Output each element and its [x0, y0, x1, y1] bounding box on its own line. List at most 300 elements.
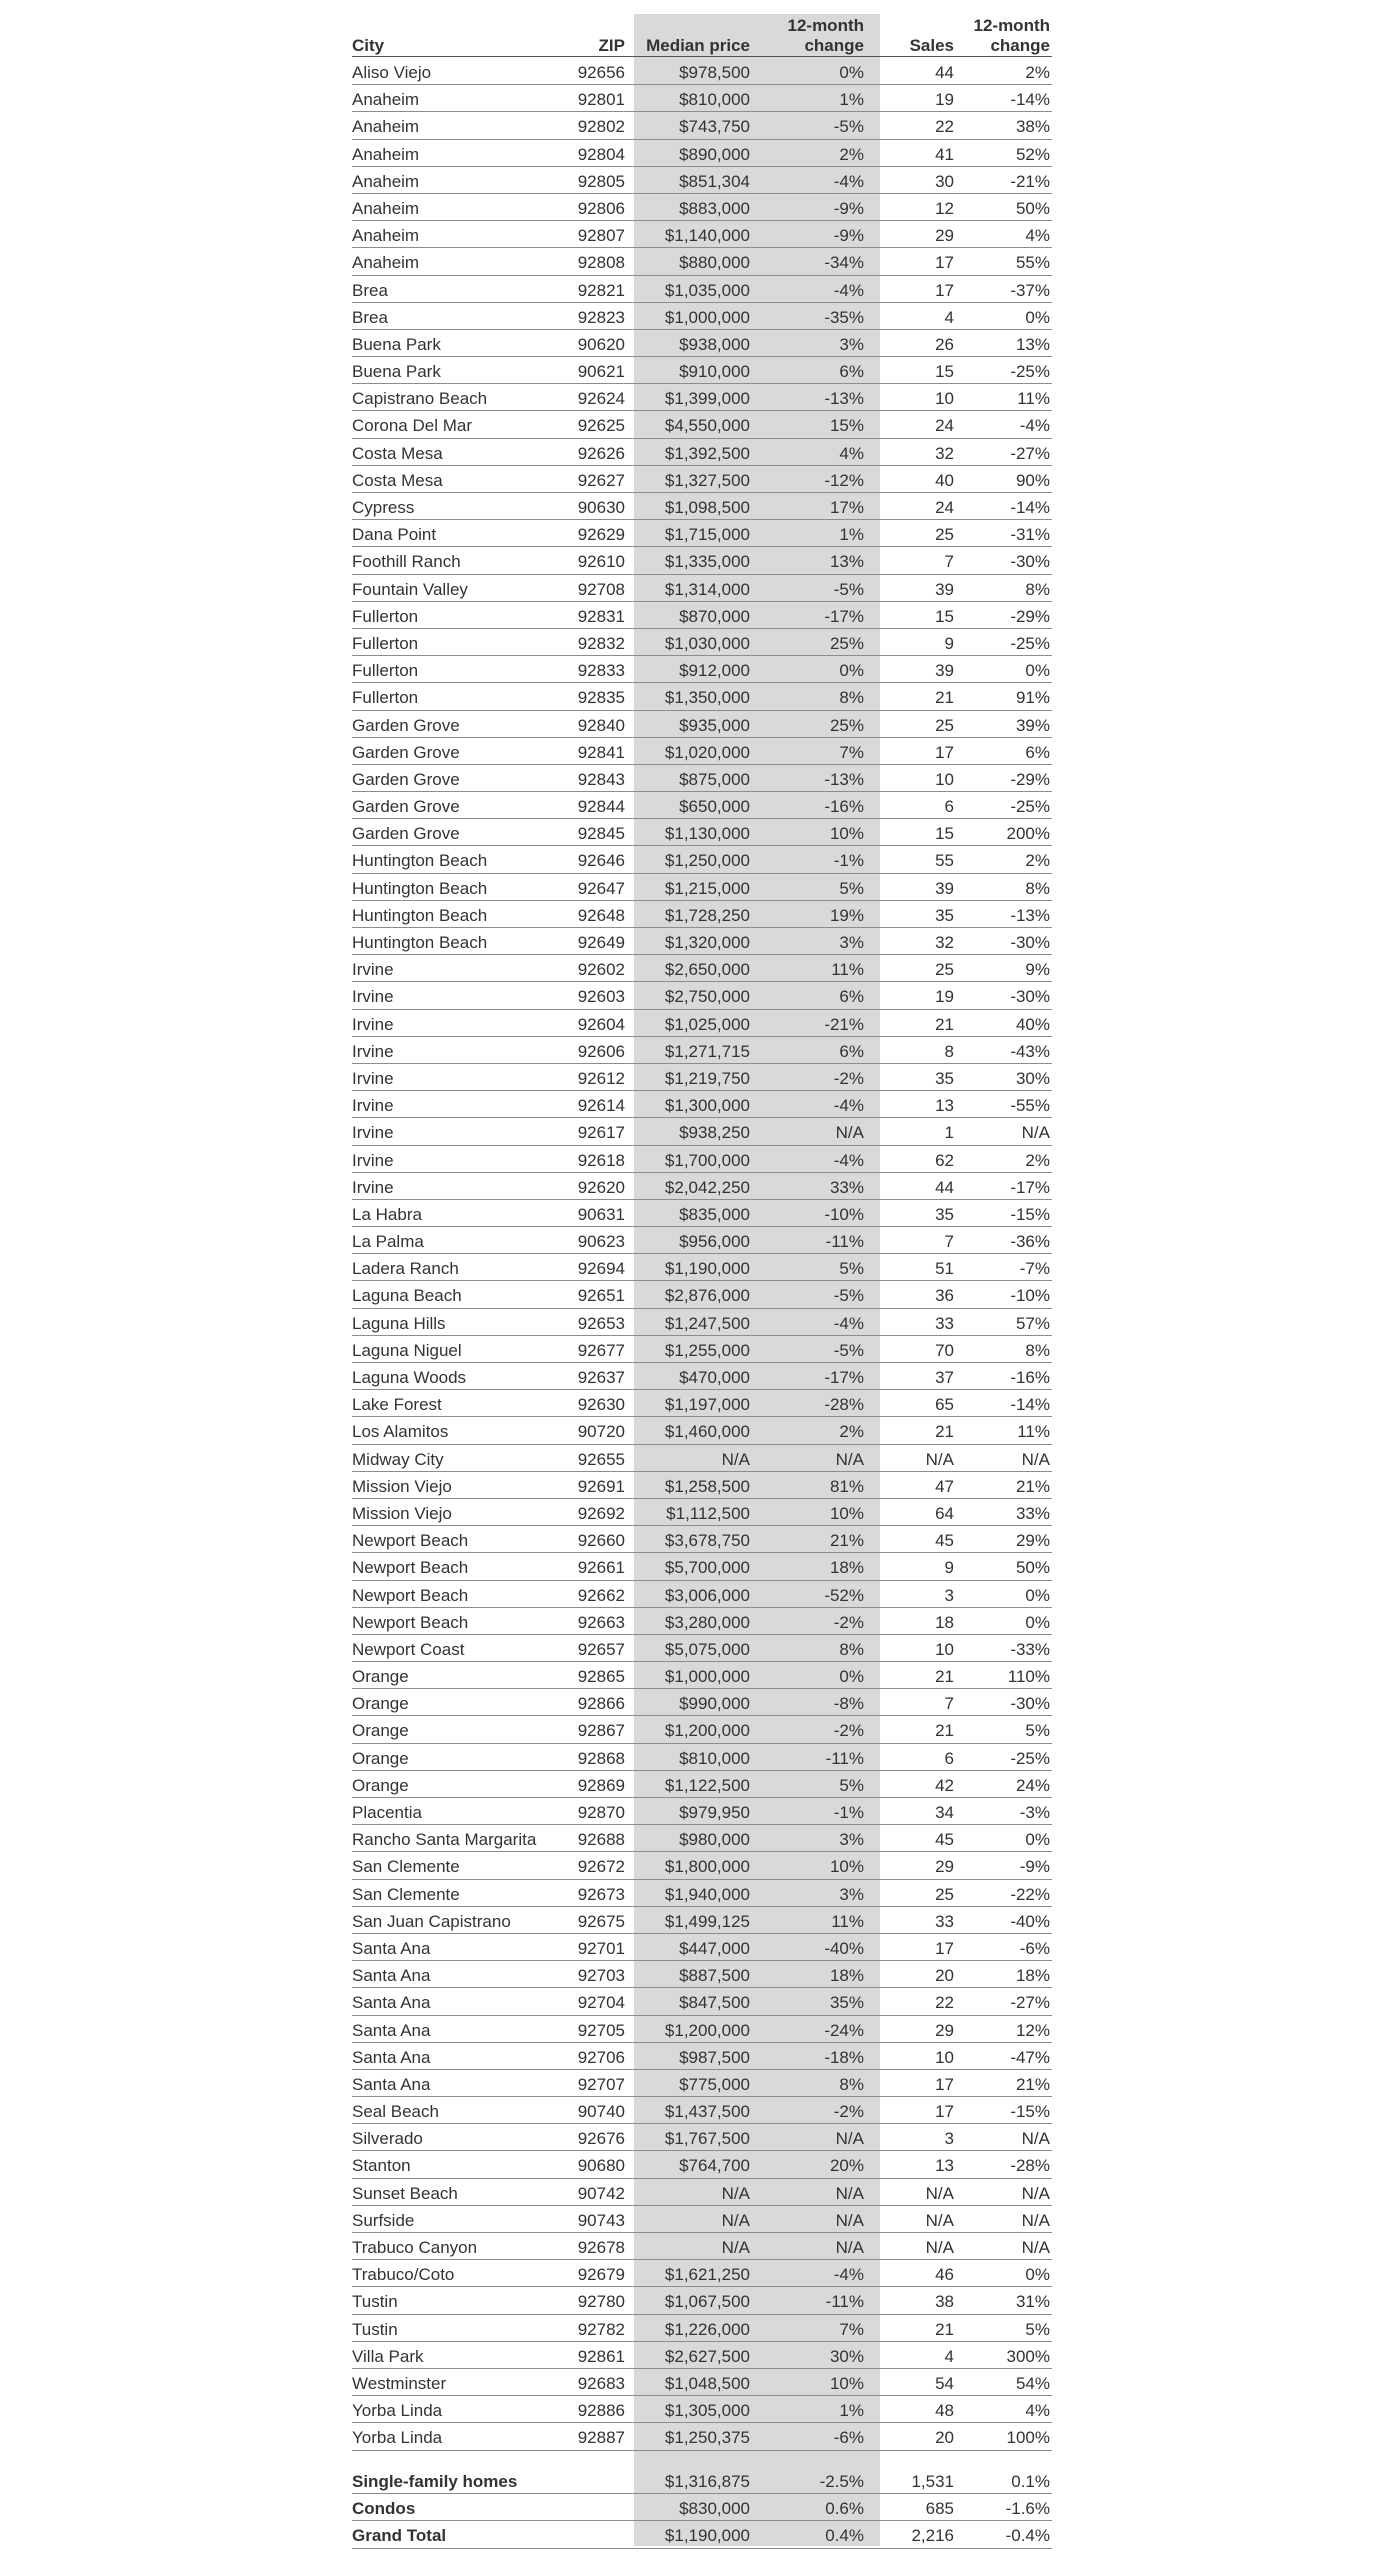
- sales-change-cell: -31%: [1010, 525, 1050, 545]
- city-cell: Irvine: [352, 1068, 394, 1088]
- zip-cell: 92807: [577, 226, 625, 246]
- price-change-cell: -9%: [833, 226, 864, 246]
- sales-cell: 70: [935, 1340, 954, 1360]
- price-change-cell: 18%: [829, 1966, 864, 1986]
- sales-change-cell: 2%: [1025, 851, 1050, 871]
- sales-change-cell: -14%: [1010, 90, 1050, 110]
- price-change-cell: -12%: [824, 470, 864, 490]
- sales-change-cell: 5%: [1025, 2319, 1050, 2339]
- sales-cell: 26: [935, 334, 954, 354]
- city-cell: Buena Park: [352, 334, 441, 354]
- zip-cell: 92624: [577, 389, 625, 409]
- city-cell: Dana Point: [352, 525, 437, 545]
- median-price-cell: $1,314,000: [664, 579, 750, 599]
- table-header: [352, 14, 1052, 58]
- sales-change-cell: -25%: [1010, 362, 1050, 382]
- sales-change-cell: -21%: [1010, 171, 1050, 191]
- city-cell: Santa Ana: [352, 1966, 431, 1986]
- median-price-cell: $1,300,000: [664, 1096, 750, 1116]
- price-change-cell: -6%: [833, 2428, 864, 2448]
- header-price-change: [760, 16, 864, 56]
- zip-cell: 92679: [577, 2265, 625, 2285]
- table-row: [352, 2097, 1052, 2124]
- price-change-cell: 8%: [839, 1639, 864, 1659]
- city-cell: La Palma: [352, 1232, 424, 1252]
- city-cell: Stanton: [352, 2156, 411, 2176]
- city-cell: Anaheim: [352, 90, 420, 110]
- median-price-cell: $887,500: [679, 1966, 750, 1986]
- median-price-cell: $938,250: [679, 1123, 750, 1143]
- zip-cell: 92653: [577, 1313, 625, 1333]
- sales-cell: 15: [935, 362, 954, 382]
- zip-cell: 92708: [577, 579, 625, 599]
- table-row: [352, 874, 1052, 901]
- header-zip: ZIP: [598, 36, 625, 55]
- sales-cell: 10: [935, 389, 954, 409]
- zip-cell: 92637: [577, 1368, 625, 1387]
- median-price-cell: $1,215,000: [664, 878, 750, 898]
- sales-change-cell: -29%: [1010, 769, 1050, 789]
- header-median-price: Median price: [646, 36, 750, 55]
- city-cell: Grand Total: [352, 2526, 447, 2546]
- sales-change-cell: 110%: [1007, 1667, 1050, 1687]
- zip-cell: 92833: [577, 661, 625, 681]
- median-price-cell: $851,304: [679, 171, 750, 191]
- city-cell: Newport Beach: [352, 1585, 469, 1605]
- sales-change-cell: -17%: [1010, 1177, 1050, 1197]
- median-price-cell: $990,000: [679, 1694, 750, 1714]
- table-row: [352, 1689, 1052, 1716]
- sales-cell: 19: [935, 90, 954, 110]
- table-row: [352, 1988, 1052, 2015]
- zip-cell: 92707: [577, 2074, 625, 2094]
- price-change-cell: -5%: [833, 117, 864, 137]
- table-row: [352, 1227, 1052, 1254]
- zip-cell: 92661: [577, 1558, 625, 1578]
- price-change-cell: 10%: [829, 824, 864, 844]
- sales-cell: 17: [935, 2102, 954, 2122]
- median-price-cell: $1,190,000: [664, 2526, 750, 2546]
- zip-cell: 92802: [577, 117, 625, 137]
- zip-cell: 92845: [577, 824, 625, 844]
- table-row: [352, 1417, 1052, 1444]
- median-price-cell: $1,327,500: [664, 470, 750, 490]
- sales-cell: 17: [935, 742, 954, 762]
- price-change-cell: 0%: [839, 661, 864, 681]
- price-change-cell: -34%: [824, 253, 864, 273]
- table-row: [352, 792, 1052, 819]
- price-change-cell: 0.4%: [825, 2526, 864, 2546]
- table-row: [352, 1852, 1052, 1879]
- sales-change-cell: -37%: [1010, 280, 1050, 300]
- sales-change-cell: 8%: [1025, 579, 1050, 599]
- price-change-cell: 0%: [839, 63, 864, 82]
- median-price-cell: $1,000,000: [664, 307, 750, 327]
- sales-change-cell: -40%: [1010, 1911, 1050, 1931]
- median-price-cell: $3,006,000: [664, 1585, 750, 1605]
- sales-cell: 21: [935, 1422, 954, 1442]
- sales-cell: 9: [944, 633, 954, 653]
- price-change-cell: -8%: [833, 1694, 864, 1714]
- zip-cell: 90720: [577, 1422, 625, 1442]
- price-change-cell: 81%: [829, 1476, 864, 1496]
- city-cell: Single-family homes: [352, 2472, 518, 2491]
- sales-change-cell: 4%: [1025, 226, 1050, 246]
- zip-cell: 92677: [577, 1340, 625, 1360]
- table-row: [352, 1309, 1052, 1336]
- zip-cell: 92620: [577, 1177, 625, 1197]
- sales-change-cell: 8%: [1025, 1340, 1050, 1360]
- sales-change-cell: -55%: [1010, 1096, 1050, 1116]
- table-row: [352, 2016, 1052, 2043]
- median-price-cell: $1,940,000: [664, 1884, 750, 1904]
- city-cell: Santa Ana: [352, 1993, 431, 2013]
- city-cell: Midway City: [352, 1449, 444, 1469]
- city-cell: Irvine: [352, 1014, 394, 1034]
- sales-cell: N/A: [925, 1449, 954, 1469]
- median-price-cell: N/A: [721, 2183, 750, 2203]
- price-change-cell: 19%: [829, 905, 864, 925]
- sales-cell: 45: [935, 1830, 954, 1850]
- table-row: [352, 1445, 1052, 1472]
- price-change-cell: -1%: [833, 851, 864, 871]
- table-row: [352, 221, 1052, 248]
- sales-change-cell: N/A: [1021, 2129, 1050, 2149]
- table-row: [352, 1907, 1052, 1934]
- table-row: [352, 1146, 1052, 1173]
- city-cell: Newport Beach: [352, 1531, 469, 1551]
- city-cell: Anaheim: [352, 171, 420, 191]
- city-cell: Laguna Hills: [352, 1313, 446, 1333]
- sales-cell: 54: [935, 2373, 954, 2393]
- city-cell: Huntington Beach: [352, 905, 488, 925]
- median-price-cell: $880,000: [679, 253, 750, 273]
- median-price-cell: $1,098,500: [664, 498, 750, 517]
- sales-change-cell: -9%: [1019, 1857, 1050, 1877]
- sales-change-cell: 5%: [1025, 1721, 1050, 1741]
- median-price-cell: $1,197,000: [664, 1395, 750, 1415]
- city-cell: Condos: [352, 2499, 416, 2519]
- sales-change-cell: -27%: [1010, 443, 1050, 463]
- zip-cell: 92704: [577, 1993, 625, 2013]
- median-price-cell: $1,499,125: [664, 1911, 750, 1931]
- price-change-cell: 4%: [839, 443, 864, 463]
- median-price-cell: $935,000: [679, 715, 750, 735]
- zip-cell: 92870: [577, 1803, 625, 1822]
- zip-cell: 92866: [577, 1694, 625, 1714]
- zip-cell: 92869: [577, 1775, 625, 1795]
- table-row: [352, 112, 1052, 139]
- city-cell: Aliso Viejo: [352, 63, 432, 82]
- median-price-cell: $1,067,500: [664, 2292, 750, 2312]
- price-change-cell: -17%: [824, 1368, 864, 1387]
- table-row: [352, 330, 1052, 357]
- price-change-cell: 8%: [839, 688, 864, 708]
- price-change-cell: 15%: [829, 416, 864, 436]
- price-change-cell: 11%: [831, 960, 864, 980]
- zip-cell: 92835: [577, 688, 625, 708]
- city-cell: San Clemente: [352, 1857, 460, 1877]
- sales-change-cell: 2%: [1025, 1150, 1050, 1170]
- sales-change-cell: 55%: [1015, 253, 1050, 273]
- zip-cell: 92604: [577, 1014, 625, 1034]
- sales-cell: 22: [935, 1993, 954, 2013]
- price-change-cell: 8%: [839, 2074, 864, 2094]
- price-change-cell: 11%: [831, 1911, 864, 1931]
- price-change-cell: 5%: [839, 1259, 864, 1279]
- city-cell: Corona Del Mar: [352, 416, 472, 436]
- table-row: [352, 1716, 1052, 1743]
- price-change-cell: N/A: [835, 2129, 864, 2149]
- table-row: [352, 2396, 1052, 2423]
- zip-cell: 90740: [577, 2102, 625, 2122]
- price-change-cell: -5%: [833, 1340, 864, 1360]
- price-change-cell: 6%: [839, 362, 864, 382]
- price-change-cell: 33%: [829, 1177, 864, 1197]
- zip-cell: 92694: [577, 1259, 625, 1279]
- table-row: [352, 357, 1052, 384]
- price-change-cell: -4%: [833, 1313, 864, 1333]
- zip-cell: 90680: [577, 2156, 625, 2176]
- city-cell: Irvine: [352, 1096, 394, 1116]
- sales-change-cell: 2%: [1025, 63, 1050, 82]
- sales-cell: 51: [935, 1259, 954, 1279]
- city-cell: Rancho Santa Margarita: [352, 1830, 537, 1850]
- price-change-cell: 10%: [829, 1857, 864, 1877]
- table-row: [352, 629, 1052, 656]
- price-change-cell: 13%: [829, 552, 864, 572]
- sales-cell: 44: [935, 63, 954, 82]
- city-cell: Mission Viejo: [352, 1503, 452, 1523]
- zip-cell: 92841: [577, 742, 625, 762]
- city-cell: San Clemente: [352, 1884, 460, 1904]
- zip-cell: 92646: [577, 851, 625, 871]
- city-cell: Anaheim: [352, 198, 420, 218]
- price-change-cell: -17%: [824, 606, 864, 626]
- price-change-cell: 3%: [839, 933, 864, 952]
- price-change-cell: -2%: [833, 1721, 864, 1741]
- sales-change-cell: -25%: [1010, 797, 1050, 817]
- zip-cell: 92610: [577, 552, 625, 572]
- sales-cell: 21: [935, 688, 954, 708]
- median-price-cell: $912,000: [679, 661, 750, 681]
- table-row: [352, 303, 1052, 330]
- header-sales: Sales: [909, 36, 954, 55]
- city-cell: Brea: [352, 307, 388, 327]
- sales-cell: 39: [935, 878, 954, 898]
- median-price-cell: $3,678,750: [664, 1531, 750, 1551]
- sales-cell: 65: [935, 1395, 954, 1415]
- zip-cell: 92676: [577, 2129, 625, 2149]
- zip-cell: 92844: [577, 797, 625, 817]
- median-price-cell: $890,000: [679, 144, 750, 164]
- sales-change-cell: -25%: [1010, 1748, 1050, 1768]
- table-row: [352, 2287, 1052, 2314]
- sales-cell: N/A: [925, 2210, 954, 2230]
- median-price-cell: $1,035,000: [664, 280, 750, 300]
- zip-cell: 90743: [577, 2210, 625, 2230]
- table-row: [352, 2151, 1052, 2178]
- table-row: [352, 1526, 1052, 1553]
- median-price-cell: $1,247,500: [664, 1313, 750, 1333]
- price-change-cell: -11%: [825, 2292, 864, 2312]
- zip-cell: 92688: [577, 1830, 625, 1850]
- sales-cell: 19: [935, 987, 954, 1007]
- sales-cell: 25: [935, 715, 954, 735]
- median-price-cell: $1,255,000: [664, 1340, 750, 1360]
- table-row: [352, 819, 1052, 846]
- median-price-cell: $1,219,750: [664, 1068, 750, 1088]
- price-change-cell: -10%: [824, 1204, 864, 1224]
- sales-change-cell: 0%: [1025, 307, 1050, 327]
- median-price-cell: $1,728,250: [664, 905, 750, 925]
- zip-cell: 92672: [577, 1857, 625, 1877]
- table-row: [352, 1798, 1052, 1825]
- zip-cell: 92683: [577, 2373, 625, 2393]
- header-divider: [352, 56, 1052, 57]
- sales-cell: 21: [935, 1721, 954, 1741]
- price-change-cell: 6%: [839, 987, 864, 1007]
- city-cell: Laguna Woods: [352, 1368, 467, 1387]
- table-row: [352, 1173, 1052, 1200]
- sales-cell: 3: [944, 1585, 954, 1605]
- price-change-cell: -4%: [833, 1150, 864, 1170]
- median-price-cell: $835,000: [679, 1204, 750, 1224]
- zip-cell: 92804: [577, 144, 625, 164]
- sales-change-cell: -25%: [1010, 633, 1050, 653]
- median-price-cell: $830,000: [679, 2499, 750, 2519]
- sales-change-cell: 50%: [1015, 1558, 1050, 1578]
- zip-cell: 92801: [577, 90, 625, 110]
- city-cell: Buena Park: [352, 362, 441, 382]
- table-row: [352, 846, 1052, 873]
- sales-cell: 34: [935, 1803, 954, 1822]
- sales-cell: N/A: [925, 2183, 954, 2203]
- median-price-cell: $470,000: [679, 1368, 750, 1387]
- price-change-cell: N/A: [835, 1123, 864, 1143]
- price-change-cell: 20%: [829, 2156, 864, 2176]
- sales-change-cell: -1.6%: [1005, 2499, 1050, 2519]
- sales-cell: 39: [935, 661, 954, 681]
- city-cell: Foothill Ranch: [352, 552, 461, 572]
- zip-cell: 92806: [577, 198, 625, 218]
- price-change-cell: N/A: [835, 1449, 864, 1469]
- table-row: [352, 1200, 1052, 1227]
- price-change-cell: -40%: [824, 1938, 864, 1958]
- median-price-cell: $1,767,500: [664, 2129, 750, 2149]
- price-change-cell: -2.5%: [819, 2472, 864, 2491]
- table-row: [352, 2043, 1052, 2070]
- table-row: [352, 520, 1052, 547]
- median-price-cell: $650,000: [679, 797, 750, 817]
- price-change-cell: 25%: [829, 715, 864, 735]
- table-row: [352, 1037, 1052, 1064]
- sales-change-cell: 21%: [1015, 1476, 1050, 1496]
- median-price-cell: $980,000: [679, 1830, 750, 1850]
- zip-cell: 92675: [577, 1911, 625, 1931]
- sales-change-cell: 300%: [1006, 2346, 1050, 2366]
- zip-cell: 92832: [577, 633, 625, 653]
- sales-change-cell: 31%: [1015, 2292, 1050, 2312]
- price-change-cell: -11%: [825, 1748, 864, 1768]
- median-price-cell: $1,437,500: [664, 2102, 750, 2122]
- sales-change-cell: -27%: [1010, 1993, 1050, 2013]
- city-cell: Yorba Linda: [352, 2428, 443, 2448]
- table-row: [352, 2342, 1052, 2369]
- city-cell: Newport Beach: [352, 1558, 469, 1578]
- city-cell: Villa Park: [352, 2346, 424, 2366]
- zip-cell: 92808: [577, 253, 625, 273]
- city-cell: Garden Grove: [352, 742, 460, 762]
- sales-cell: 21: [935, 1667, 954, 1687]
- city-cell: Laguna Beach: [352, 1286, 462, 1306]
- sales-cell: 21: [935, 2319, 954, 2339]
- median-price-cell: $910,000: [679, 362, 750, 382]
- sales-change-cell: 57%: [1015, 1313, 1050, 1333]
- price-change-cell: -5%: [833, 579, 864, 599]
- price-change-cell: 2%: [839, 1422, 864, 1442]
- sales-cell: 9: [944, 1558, 954, 1578]
- sales-change-cell: -33%: [1010, 1639, 1050, 1659]
- sales-cell: 25: [935, 960, 954, 980]
- sales-change-cell: -29%: [1010, 606, 1050, 626]
- price-change-cell: -13%: [824, 769, 864, 789]
- table-row: [352, 1635, 1052, 1662]
- city-cell: Brea: [352, 280, 388, 300]
- median-price-cell: $2,876,000: [664, 1286, 750, 1306]
- table-row: [352, 656, 1052, 683]
- sales-cell: 24: [935, 416, 954, 436]
- header-sales-change-line1: 12-month: [973, 16, 1050, 35]
- price-change-cell: -11%: [825, 1232, 864, 1252]
- sales-change-cell: 0%: [1025, 2265, 1050, 2285]
- zip-cell: 92625: [577, 416, 625, 436]
- sales-cell: 35: [935, 1204, 954, 1224]
- price-change-cell: 3%: [839, 334, 864, 354]
- city-cell: Anaheim: [352, 226, 420, 246]
- sales-cell: 47: [935, 1476, 954, 1496]
- city-cell: Ladera Ranch: [352, 1259, 459, 1279]
- sales-change-cell: 9%: [1025, 960, 1050, 980]
- table-row: [352, 1390, 1052, 1417]
- zip-cell: 90742: [577, 2183, 625, 2203]
- median-price-cell: $1,122,500: [664, 1775, 750, 1795]
- median-price-cell: $1,320,000: [664, 933, 750, 952]
- price-change-cell: 21%: [829, 1531, 864, 1551]
- city-cell: Capistrano Beach: [352, 389, 488, 409]
- median-price-cell: $2,650,000: [664, 960, 750, 980]
- table-row: [352, 411, 1052, 438]
- median-price-cell: $1,335,000: [664, 552, 750, 572]
- median-price-cell: $987,500: [679, 2047, 750, 2067]
- sales-change-cell: 29%: [1015, 1531, 1050, 1551]
- sales-cell: 37: [935, 1368, 954, 1387]
- sales-cell: 21: [935, 1014, 954, 1034]
- zip-cell: 92865: [577, 1667, 625, 1687]
- city-cell: Huntington Beach: [352, 851, 488, 871]
- header-city: City: [352, 36, 385, 55]
- table-row: [352, 276, 1052, 303]
- table-row: [352, 1010, 1052, 1037]
- city-cell: Irvine: [352, 1041, 394, 1061]
- median-price-cell: $1,392,500: [664, 443, 750, 463]
- sales-cell: 29: [935, 2020, 954, 2040]
- price-change-cell: 5%: [839, 1775, 864, 1795]
- median-price-cell: $1,190,000: [664, 1259, 750, 1279]
- zip-cell: 92657: [577, 1639, 625, 1659]
- table-row: [352, 1744, 1052, 1771]
- sales-cell: 6: [944, 1748, 954, 1768]
